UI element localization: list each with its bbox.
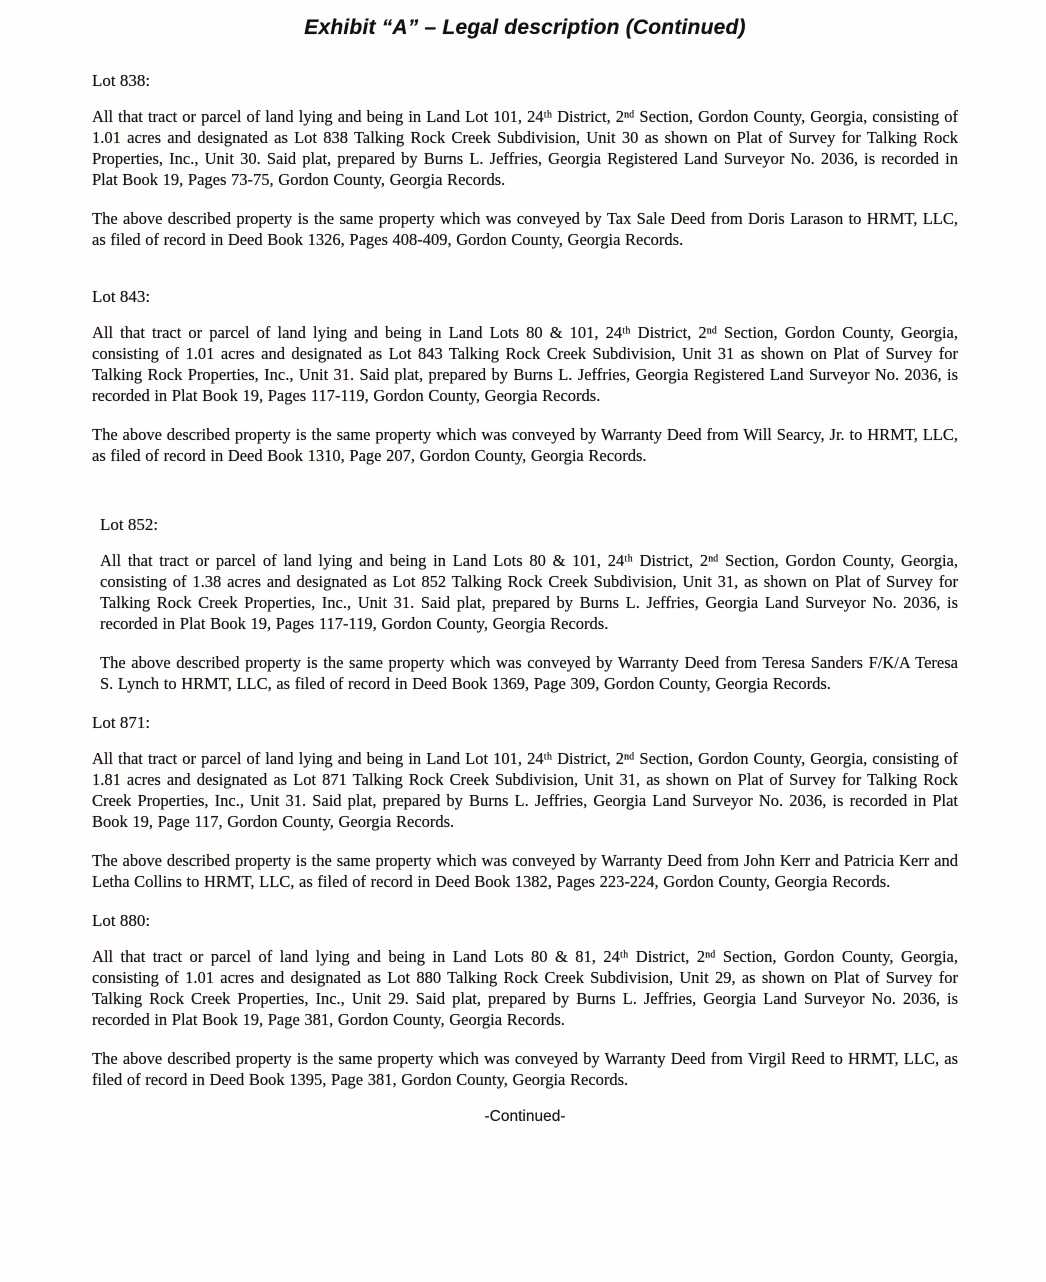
lot-section [92,910,958,1090]
lot-section [92,286,958,466]
legal-paragraph: All that tract or parcel of land lying and being in Land Lot 101, 24ᵗʰ District, 2ⁿᵈ Section, Gordon County, Georgia, consisting of 1.01 acres and designated as Lot 838 Talking Rock Creek Subdivision, Unit 30 as shown on Plat of Survey for Talking Rock Properties, Inc., Unit 30. Said plat, prepared by Burns L. Jeffries, Georgia Registered Land Surveyor No. 2036, is recorded in Plat Book 19, Pages 73-75, Gordon County, Georgia Records. [92,107,958,189]
legal-paragraph: All that tract or parcel of land lying and being in Land Lots 80 & 101, 24ᵗʰ District, 2ⁿᵈ Section, Gordon County, Georgia, consisting of 1.38 acres and designated as Lot 852 Talking Rock Creek Subdivision, Unit 31, as shown on Plat of Survey for Talking Rock Creek Properties, Inc., Unit 31. Said plat, prepared by Burns L. Jeffries, Georgia Land Surveyor No. 2036, is recorded in Plat Book 19, Pages 117-119, Gordon County, Georgia Records. [100,551,958,633]
legal-paragraph: All that tract or parcel of land lying and being in Land Lot 101, 24ᵗʰ District, 2ⁿᵈ Section, Gordon County, Georgia, consisting of 1.81 acres and designated as Lot 871 Talking Rock Creek Subdivision, Unit 31, as shown on Plat of Survey for Talking Rock Creek Properties, Inc., Unit 31. Said plat, prepared by Burns L. Jeffries, Georgia Land Surveyor No. 2036, is recorded in Plat Book 19, Page 117, Gordon County, Georgia Records. [92,749,958,831]
lot-section [92,70,958,250]
legal-paragraph: All that tract or parcel of land lying and being in Land Lots 80 & 81, 24ᵗʰ District, 2ⁿᵈ Section, Gordon County, Georgia, consisting of 1.01 acres and designated as Lot 880 Talking Rock Creek Subdivision, Unit 29, as shown on Plat of Survey for Talking Rock Creek Properties, Inc., Unit 29. Said plat, prepared by Burns L. Jeffries, Georgia Land Surveyor No. 2036, is recorded in Plat Book 19, Page 381, Gordon County, Georgia Records. [92,947,958,1029]
lot-heading: Lot 838: [92,71,151,90]
legal-paragraph: The above described property is the same property which was conveyed by Warranty Deed from Will Searcy, Jr. to HRMT, LLC, as filed of record in Deed Book 1310, Page 207, Gordon County, Georgia Records. [92,425,958,465]
lot-heading: Lot 852: [100,515,159,534]
page-footer: -Continued- [484,1108,566,1125]
legal-paragraph: The above described property is the same property which was conveyed by Tax Sale Deed from Doris Larason to HRMT, LLC, as filed of record in Deed Book 1326, Pages 408-409, Gordon County, Georgia Records. [92,209,958,249]
lot-section [92,514,958,694]
section-paragraphs [92,748,958,892]
section-paragraphs [92,322,958,466]
page-title: Exhibit “A” – Legal description (Continued) [304,16,746,39]
section-paragraphs [92,106,958,250]
lot-heading: Lot 843: [92,287,151,306]
section-paragraphs [100,550,958,694]
legal-paragraph: All that tract or parcel of land lying and being in Land Lots 80 & 101, 24ᵗʰ District, 2ⁿᵈ Section, Gordon County, Georgia, consisting of 1.01 acres and designated as Lot 843 Talking Rock Creek Subdivision, Unit 31 as shown on Plat of Survey for Talking Rock Properties, Inc., Unit 31. Said plat, prepared by Burns L. Jeffries, Georgia Registered Land Surveyor No. 2036, is recorded in Plat Book 19, Pages 117-119, Gordon County, Georgia Records. [92,323,958,405]
lot-heading: Lot 871: [92,713,151,732]
lot-heading: Lot 880: [92,911,151,930]
legal-paragraph: The above described property is the same property which was conveyed by Warranty Deed from Teresa Sanders F/K/A Teresa S. Lynch to HRMT, LLC, as filed of record in Deed Book 1369, Page 309, Gordon County, Georgia Records. [100,653,958,693]
lot-section [92,712,958,892]
legal-sections [92,70,958,1090]
legal-paragraph: The above described property is the same property which was conveyed by Warranty Deed from Virgil Reed to HRMT, LLC, as filed of record in Deed Book 1395, Page 381, Gordon County, Georgia Records. [92,1049,958,1089]
legal-paragraph: The above described property is the same property which was conveyed by Warranty Deed from John Kerr and Patricia Kerr and Letha Collins to HRMT, LLC, as filed of record in Deed Book 1382, Pages 223-224, Gordon County, Georgia Records. [92,851,958,891]
section-paragraphs [92,946,958,1090]
